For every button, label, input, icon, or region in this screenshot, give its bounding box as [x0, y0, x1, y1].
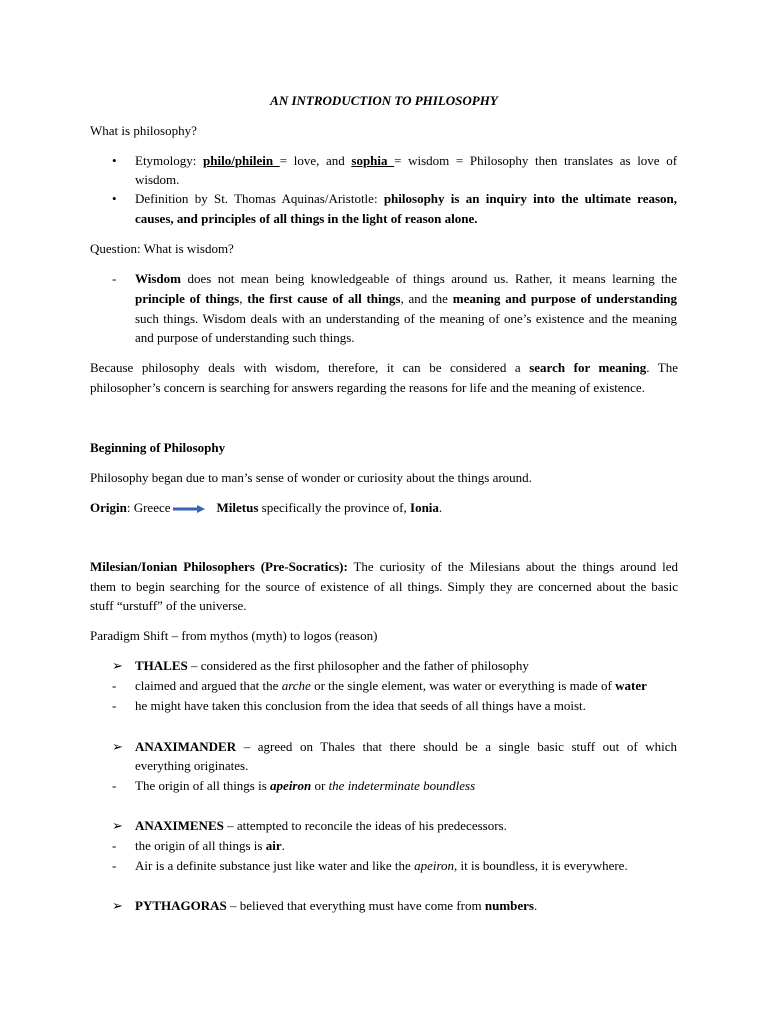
bullet-marker: •	[112, 153, 117, 168]
question-what-is-wisdom: Question: What is wisdom?	[90, 241, 234, 256]
arrow-bullet-icon: ➢	[112, 739, 123, 754]
dash-marker: -	[112, 271, 117, 286]
definition-line-2: causes, and principles of all things in the light of reason alone.	[135, 211, 478, 226]
wisdom-line-1: Wisdom does not mean being knowledgeable of things around us. Rather, it means learning the	[135, 271, 678, 286]
right-arrow-icon	[173, 505, 205, 513]
dash-marker: -	[112, 838, 117, 853]
paradigm-shift-line: Paradigm Shift – from mythos (myth) to logos (reason)	[90, 628, 378, 643]
anaximander-line: ANAXIMANDER – agreed on Thales that there should be a single basic stuff out of which	[135, 739, 678, 754]
wisdom-line-2: principle of things, the first cause of all things, and the meaning and purpose of understanding	[135, 291, 678, 306]
question-what-is-philosophy: What is philosophy?	[90, 123, 197, 138]
thales-detail-1: claimed and argued that the arche or the single element, was water or everything is made of water	[135, 678, 647, 693]
definition-line: Definition by St. Thomas Aquinas/Aristotle: philosophy is an inquiry into the ultimate reason,	[135, 191, 678, 206]
anaximander-detail-1: The origin of all things is apeiron or the indeterminate boundless	[135, 778, 476, 793]
document-title: AN INTRODUCTION TO PHILOSOPHY	[270, 93, 498, 108]
arrow-bullet-icon: ➢	[112, 898, 123, 913]
beginning-text: Philosophy began due to man’s sense of wonder or curiosity about the things around.	[90, 470, 532, 485]
pythagoras-line: PYTHAGORAS – believed that everything must have come from numbers.	[135, 898, 538, 913]
arrow-bullet-icon: ➢	[112, 658, 123, 673]
etymology-line: Etymology: philo/philein = love, and sophia = wisdom = Philosophy then translates as love of	[135, 153, 678, 168]
milesian-line-3: stuff “urstuff” of the universe.	[90, 598, 247, 613]
dash-marker: -	[112, 678, 117, 693]
anaximenes-detail-2: Air is a definite substance just like water and like the apeiron, it is boundless, it is everywhere.	[135, 858, 628, 873]
anaximander-line-2: everything originates.	[135, 758, 249, 773]
thales-line: THALES – considered as the first philosopher and the father of philosophy	[135, 658, 529, 673]
origin-line: Origin: Greece Miletus specifically the province of, Ionia.	[90, 500, 443, 515]
bullet-marker: •	[112, 191, 117, 206]
dash-marker: -	[112, 778, 117, 793]
dash-marker: -	[112, 858, 117, 873]
wisdom-line-3: such things. Wisdom deals with an understanding of the meaning of one’s existence and the meaning	[135, 311, 677, 326]
etymology-line-2: wisdom.	[135, 172, 180, 187]
because-line-1: Because philosophy deals with wisdom, therefore, it can be considered a search for meaning. The	[90, 360, 679, 375]
milesian-line-2: them to begin searching for the source of existence of all things. Simply they are concerned about the basic	[90, 579, 678, 594]
because-line-2: philosopher’s concern is searching for answers regarding the reasons for life and the meaning of existence.	[90, 380, 645, 395]
beginning-heading: Beginning of Philosophy	[90, 440, 226, 455]
wisdom-line-4: and purpose of understanding such things.	[135, 330, 355, 345]
thales-detail-2: he might have taken this conclusion from the idea that seeds of all things have a moist.	[135, 698, 586, 713]
anaximenes-line: ANAXIMENES – attempted to reconcile the ideas of his predecessors.	[135, 818, 507, 833]
milesian-line-1: Milesian/Ionian Philosophers (Pre-Socratics): The curiosity of the Milesians about the things around led	[90, 559, 679, 574]
arrow-bullet-icon: ➢	[112, 818, 123, 833]
anaximenes-detail-1: the origin of all things is air.	[135, 838, 285, 853]
dash-marker: -	[112, 698, 117, 713]
